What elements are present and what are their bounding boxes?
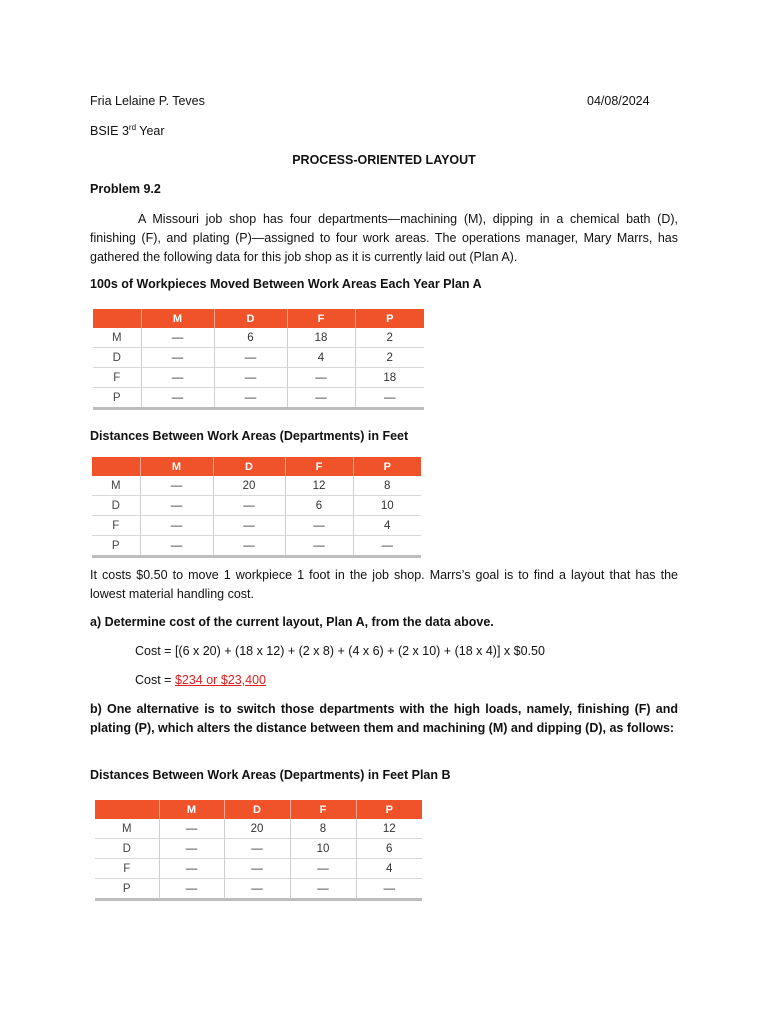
table-cell: 10 bbox=[353, 496, 421, 516]
course-sup: rd bbox=[128, 123, 137, 132]
cost-result bbox=[135, 673, 266, 687]
header-cell: P bbox=[356, 800, 422, 819]
intro-paragraph: A Missouri job shop has four departments—machining (M), dipping in a chemical bath (D), finishing (F), and plating (P)—assigned to four work areas. The operations manager, Mary Marrs, has gathered the following data for this job shop as it is currently laid out (Plan A). bbox=[90, 212, 678, 264]
header-cell bbox=[93, 309, 141, 328]
table-cell: — bbox=[141, 388, 214, 409]
table-cell: — bbox=[140, 536, 213, 557]
table-cell: — bbox=[140, 496, 213, 516]
table-row bbox=[92, 476, 421, 496]
table-cell: 18 bbox=[355, 368, 424, 388]
header-cell: F bbox=[290, 800, 356, 819]
table-cell: 10 bbox=[290, 839, 356, 859]
table-workpieces bbox=[93, 309, 424, 410]
table-cell: — bbox=[159, 859, 224, 879]
row-label: M bbox=[95, 819, 159, 839]
table-row bbox=[92, 496, 421, 516]
cost-result-link[interactable]: $234 or $23,400 bbox=[174, 673, 267, 687]
table2-caption: Distances Between Work Areas (Departments) in Feet bbox=[90, 429, 409, 443]
table-cell: — bbox=[214, 388, 287, 409]
table-cell: — bbox=[159, 819, 224, 839]
row-label: D bbox=[92, 496, 140, 516]
header-cell bbox=[95, 800, 159, 819]
table-cell: — bbox=[213, 536, 285, 557]
document-date: 04/08/2024 bbox=[587, 94, 650, 108]
table-cell: — bbox=[159, 879, 224, 900]
table-cell: — bbox=[141, 348, 214, 368]
table-cell: 4 bbox=[356, 859, 422, 879]
header-cell: F bbox=[287, 309, 355, 328]
table-cell: — bbox=[290, 879, 356, 900]
header-cell: D bbox=[214, 309, 287, 328]
header-cell bbox=[92, 457, 140, 476]
cost-formula: Cost = [(6 x 20) + (18 x 12) + (2 x 8) + (4 x 6) + (2 x 10) + (18 x 4)] x $0.50 bbox=[135, 644, 545, 658]
table3-caption: Distances Between Work Areas (Departments) in Feet Plan B bbox=[90, 768, 451, 782]
table-cell: — bbox=[140, 476, 213, 496]
table-header-row bbox=[92, 457, 421, 476]
table-distances-plan-a bbox=[92, 457, 421, 558]
row-label: F bbox=[95, 859, 159, 879]
table-header-row bbox=[95, 800, 422, 819]
table-cell: — bbox=[287, 368, 355, 388]
row-label: P bbox=[95, 879, 159, 900]
table-cell: — bbox=[285, 516, 353, 536]
row-label: D bbox=[95, 839, 159, 859]
table-cell: — bbox=[214, 348, 287, 368]
table-cell: — bbox=[224, 859, 290, 879]
table-row bbox=[92, 516, 421, 536]
table-row bbox=[92, 536, 421, 557]
table-cell: 18 bbox=[287, 328, 355, 348]
table-cell: 6 bbox=[214, 328, 287, 348]
table-cell: — bbox=[356, 879, 422, 900]
table-cell: — bbox=[141, 328, 214, 348]
course-prefix: BSIE 3 bbox=[90, 124, 129, 139]
table-cell: — bbox=[290, 859, 356, 879]
row-label: M bbox=[93, 328, 141, 348]
header-cell: M bbox=[159, 800, 224, 819]
header-cell: P bbox=[355, 309, 424, 328]
course-suffix: Year bbox=[136, 124, 165, 139]
row-label: D bbox=[93, 348, 141, 368]
question-b: b) One alternative is to switch those departments with the high loads, namely, finishing (F) and plating (P), which alters the distance between them and machining (M) and dipping (D), as follows: bbox=[90, 702, 678, 735]
table-cell: — bbox=[353, 536, 421, 557]
row-label: P bbox=[93, 388, 141, 409]
table-cell: 20 bbox=[224, 819, 290, 839]
header-cell: P bbox=[353, 457, 421, 476]
table-cell: — bbox=[287, 388, 355, 409]
row-label: P bbox=[92, 536, 140, 557]
table-row bbox=[95, 839, 422, 859]
table-cell: 2 bbox=[355, 348, 424, 368]
header-cell: D bbox=[213, 457, 285, 476]
table-row bbox=[93, 388, 424, 409]
table-cell: — bbox=[140, 516, 213, 536]
table-cell: 8 bbox=[290, 819, 356, 839]
table-cell: 8 bbox=[353, 476, 421, 496]
table-cell: — bbox=[159, 839, 224, 859]
table-cell: — bbox=[213, 496, 285, 516]
table-cell: — bbox=[141, 368, 214, 388]
table-cell: — bbox=[355, 388, 424, 409]
table-cell: — bbox=[285, 536, 353, 557]
course-line bbox=[90, 123, 165, 138]
table-cell: 12 bbox=[285, 476, 353, 496]
cost-result-label: Cost = bbox=[135, 673, 175, 687]
problem-label: Problem 9.2 bbox=[90, 182, 161, 196]
table-row bbox=[95, 879, 422, 900]
table-row bbox=[93, 348, 424, 368]
table-cell: — bbox=[214, 368, 287, 388]
table-header-row bbox=[93, 309, 424, 328]
row-label: F bbox=[93, 368, 141, 388]
row-label: F bbox=[92, 516, 140, 536]
cost-paragraph: It costs $0.50 to move 1 workpiece 1 foot in the job shop. Marrs’s goal is to find a layout that has the lowest material handling cost. bbox=[90, 568, 678, 601]
table-row bbox=[95, 819, 422, 839]
table-cell: 2 bbox=[355, 328, 424, 348]
table1-caption: 100s of Workpieces Moved Between Work Areas Each Year Plan A bbox=[90, 277, 482, 291]
table-cell: — bbox=[224, 839, 290, 859]
table-row bbox=[93, 368, 424, 388]
table-row bbox=[95, 859, 422, 879]
header-cell: F bbox=[285, 457, 353, 476]
table-cell: — bbox=[213, 516, 285, 536]
table-distances-plan-b bbox=[95, 800, 422, 901]
table-row bbox=[93, 328, 424, 348]
question-a: a) Determine cost of the current layout, Plan A, from the data above. bbox=[90, 615, 494, 629]
header-cell: M bbox=[141, 309, 214, 328]
table-cell: — bbox=[224, 879, 290, 900]
page-title: PROCESS-ORIENTED LAYOUT bbox=[292, 153, 476, 167]
table-cell: 4 bbox=[287, 348, 355, 368]
header-cell: D bbox=[224, 800, 290, 819]
header-cell: M bbox=[140, 457, 213, 476]
row-label: M bbox=[92, 476, 140, 496]
table-cell: 4 bbox=[353, 516, 421, 536]
table-cell: 20 bbox=[213, 476, 285, 496]
table-cell: 12 bbox=[356, 819, 422, 839]
table-cell: 6 bbox=[285, 496, 353, 516]
author-name: Fria Lelaine P. Teves bbox=[90, 94, 205, 108]
table-cell: 6 bbox=[356, 839, 422, 859]
